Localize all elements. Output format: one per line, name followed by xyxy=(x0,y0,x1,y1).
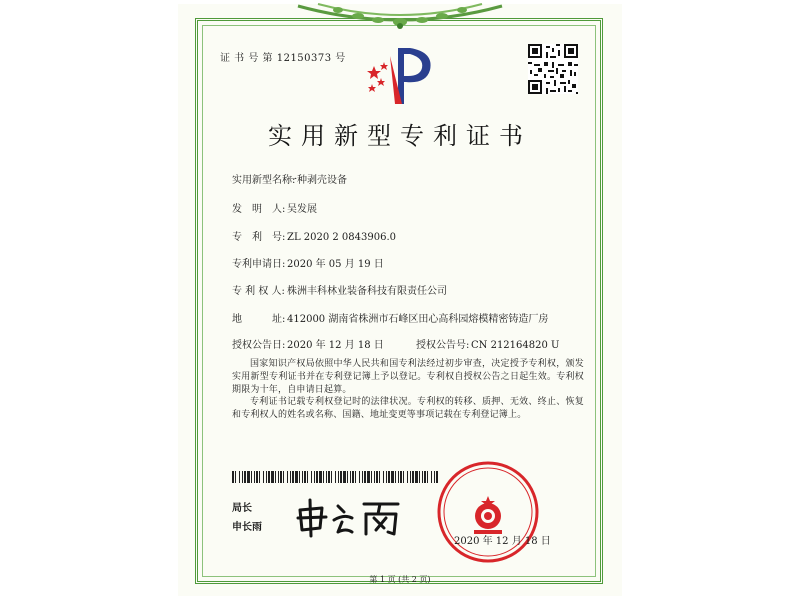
field-label: 专 利 号: xyxy=(232,232,286,243)
field-value: CN 212164820 U xyxy=(471,340,560,351)
field-value: 株洲丰科林业装备科技有限责任公司 xyxy=(287,286,447,297)
certificate-number: 证 书 号 第 12150373 号 xyxy=(220,53,346,64)
cnipa-logo-icon xyxy=(364,44,436,108)
field-inventor xyxy=(232,203,317,216)
field-label: 专利申请日: xyxy=(232,259,286,270)
field-grant-number xyxy=(416,339,559,352)
field-label: 实用新型名称: xyxy=(232,175,296,186)
barcode-icon xyxy=(232,471,440,483)
field-label: 地 址: xyxy=(232,314,286,325)
notice-paragraph-1: 国家知识产权局依照中华人民共和国专利法经过初步审查，决定授予专利权，颁发实用新型专利证书并在专利登记簿上予以登记。专利权自授权公告之日起生效。专利权期限为十年，自申请日起算。 xyxy=(232,359,584,395)
field-grant-date xyxy=(232,339,384,352)
field-value: 吴发展 xyxy=(287,204,317,215)
field-label: 授权公告号: xyxy=(416,340,470,351)
notice-paragraph-2: 专利证书记载专利权登记时的法律状况。专利权的转移、质押、无效、终止、恢复和专利权人的姓名或名称、国籍、地址变更等事项记载在专利登记簿上。 xyxy=(232,397,584,420)
field-label: 专 利 权 人: xyxy=(232,286,285,297)
qr-code-icon xyxy=(528,44,578,94)
field-label: 授权公告日: xyxy=(232,340,286,351)
official-seal-icon xyxy=(436,460,540,564)
field-address xyxy=(232,313,607,326)
field-patent-number xyxy=(232,231,396,244)
seal-date: 2020 年 12 月 18 日 xyxy=(454,536,551,547)
field-value: 2020 年 05 月 19 日 xyxy=(287,259,384,270)
field-value: ZL 2020 2 0843906.0 xyxy=(287,232,397,243)
director-title: 局长 xyxy=(232,503,252,514)
field-application-date xyxy=(232,258,384,271)
director-signature-icon xyxy=(294,498,406,538)
director-name: 申长雨 xyxy=(232,522,262,533)
field-value: 412000 湖南省株洲市石峰区田心高科园熔模精密铸造厂房 xyxy=(287,314,549,325)
field-value: 一种剥壳设备 xyxy=(287,175,347,186)
page-number: 第 1 页 (共 2 页) xyxy=(369,575,431,584)
field-label: 发 明 人: xyxy=(232,204,286,215)
certificate-title: 实用新型专利证书 xyxy=(268,122,532,150)
field-value: 2020 年 12 月 18 日 xyxy=(287,340,384,351)
field-patentee xyxy=(232,285,447,298)
field-utility-model-name xyxy=(232,174,347,187)
